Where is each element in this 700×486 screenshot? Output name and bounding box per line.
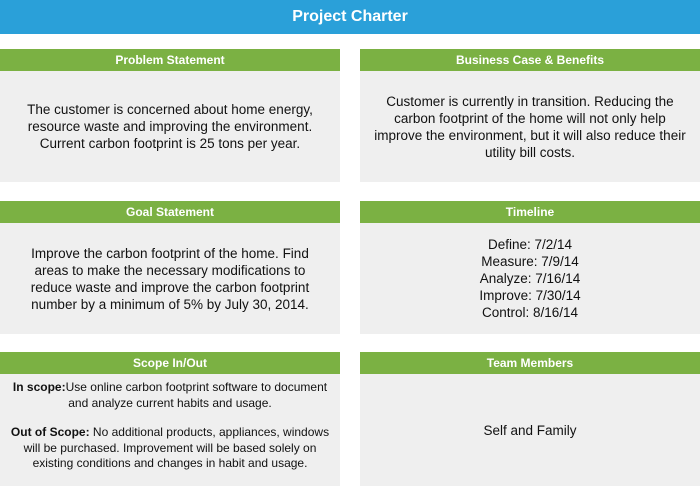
goal-statement-section	[0, 201, 340, 334]
goal-statement-text: Improve the carbon footprint of the home. Find areas to make the necessary modifications to reduce waste and improve the carbon footprint number by a minimum of 5% by July 30, 2014.	[30, 245, 310, 312]
scope-header: Scope In/Out	[0, 352, 340, 374]
timeline-section	[360, 201, 700, 334]
timeline-item-define: Define: 7/2/14	[487, 237, 573, 252]
timeline-item-control: Control: 8/16/14	[481, 305, 579, 320]
in-scope-text: Use online carbon footprint software to document and analyze current habits and usage.	[65, 380, 328, 410]
goal-statement-header: Goal Statement	[0, 201, 340, 223]
timeline-item-measure: Measure: 7/9/14	[481, 254, 579, 269]
out-of-scope-paragraph	[4, 425, 336, 472]
in-scope-paragraph	[4, 380, 336, 411]
scope-section	[0, 352, 340, 486]
team-members-header: Team Members	[360, 352, 700, 374]
problem-statement-header: Problem Statement	[0, 49, 340, 71]
in-scope-label: In scope:	[12, 380, 66, 394]
timeline-list	[479, 236, 580, 321]
timeline-header: Timeline	[360, 201, 700, 223]
business-case-text: Customer is currently in transition. Reducing the carbon footprint of the home will not only help improve the environment, but it will also reduce their utility bill costs.	[374, 93, 686, 160]
team-members-section	[360, 352, 700, 486]
business-case-section	[360, 49, 700, 182]
timeline-item-analyze: Analyze: 7/16/14	[479, 271, 581, 286]
team-members-text: Self and Family	[483, 422, 577, 438]
page-title: Project Charter	[292, 8, 408, 25]
problem-statement-text: The customer is concerned about home energy, resource waste and improving the environment. Current carbon footprint is 25 tons per year.	[27, 102, 313, 151]
timeline-item-improve: Improve: 7/30/14	[479, 288, 581, 303]
scope-body	[0, 374, 340, 472]
business-case-header: Business Case & Benefits	[360, 49, 700, 71]
out-of-scope-text: No additional products, appliances, windows will be purchased. Improvement will be based solely on existing conditions and changes in habit and usage.	[23, 425, 330, 470]
page-title-bar	[0, 0, 700, 34]
timeline-body	[360, 223, 700, 334]
problem-statement-section	[0, 49, 340, 182]
out-of-scope-label: Out of Scope:	[10, 425, 90, 439]
